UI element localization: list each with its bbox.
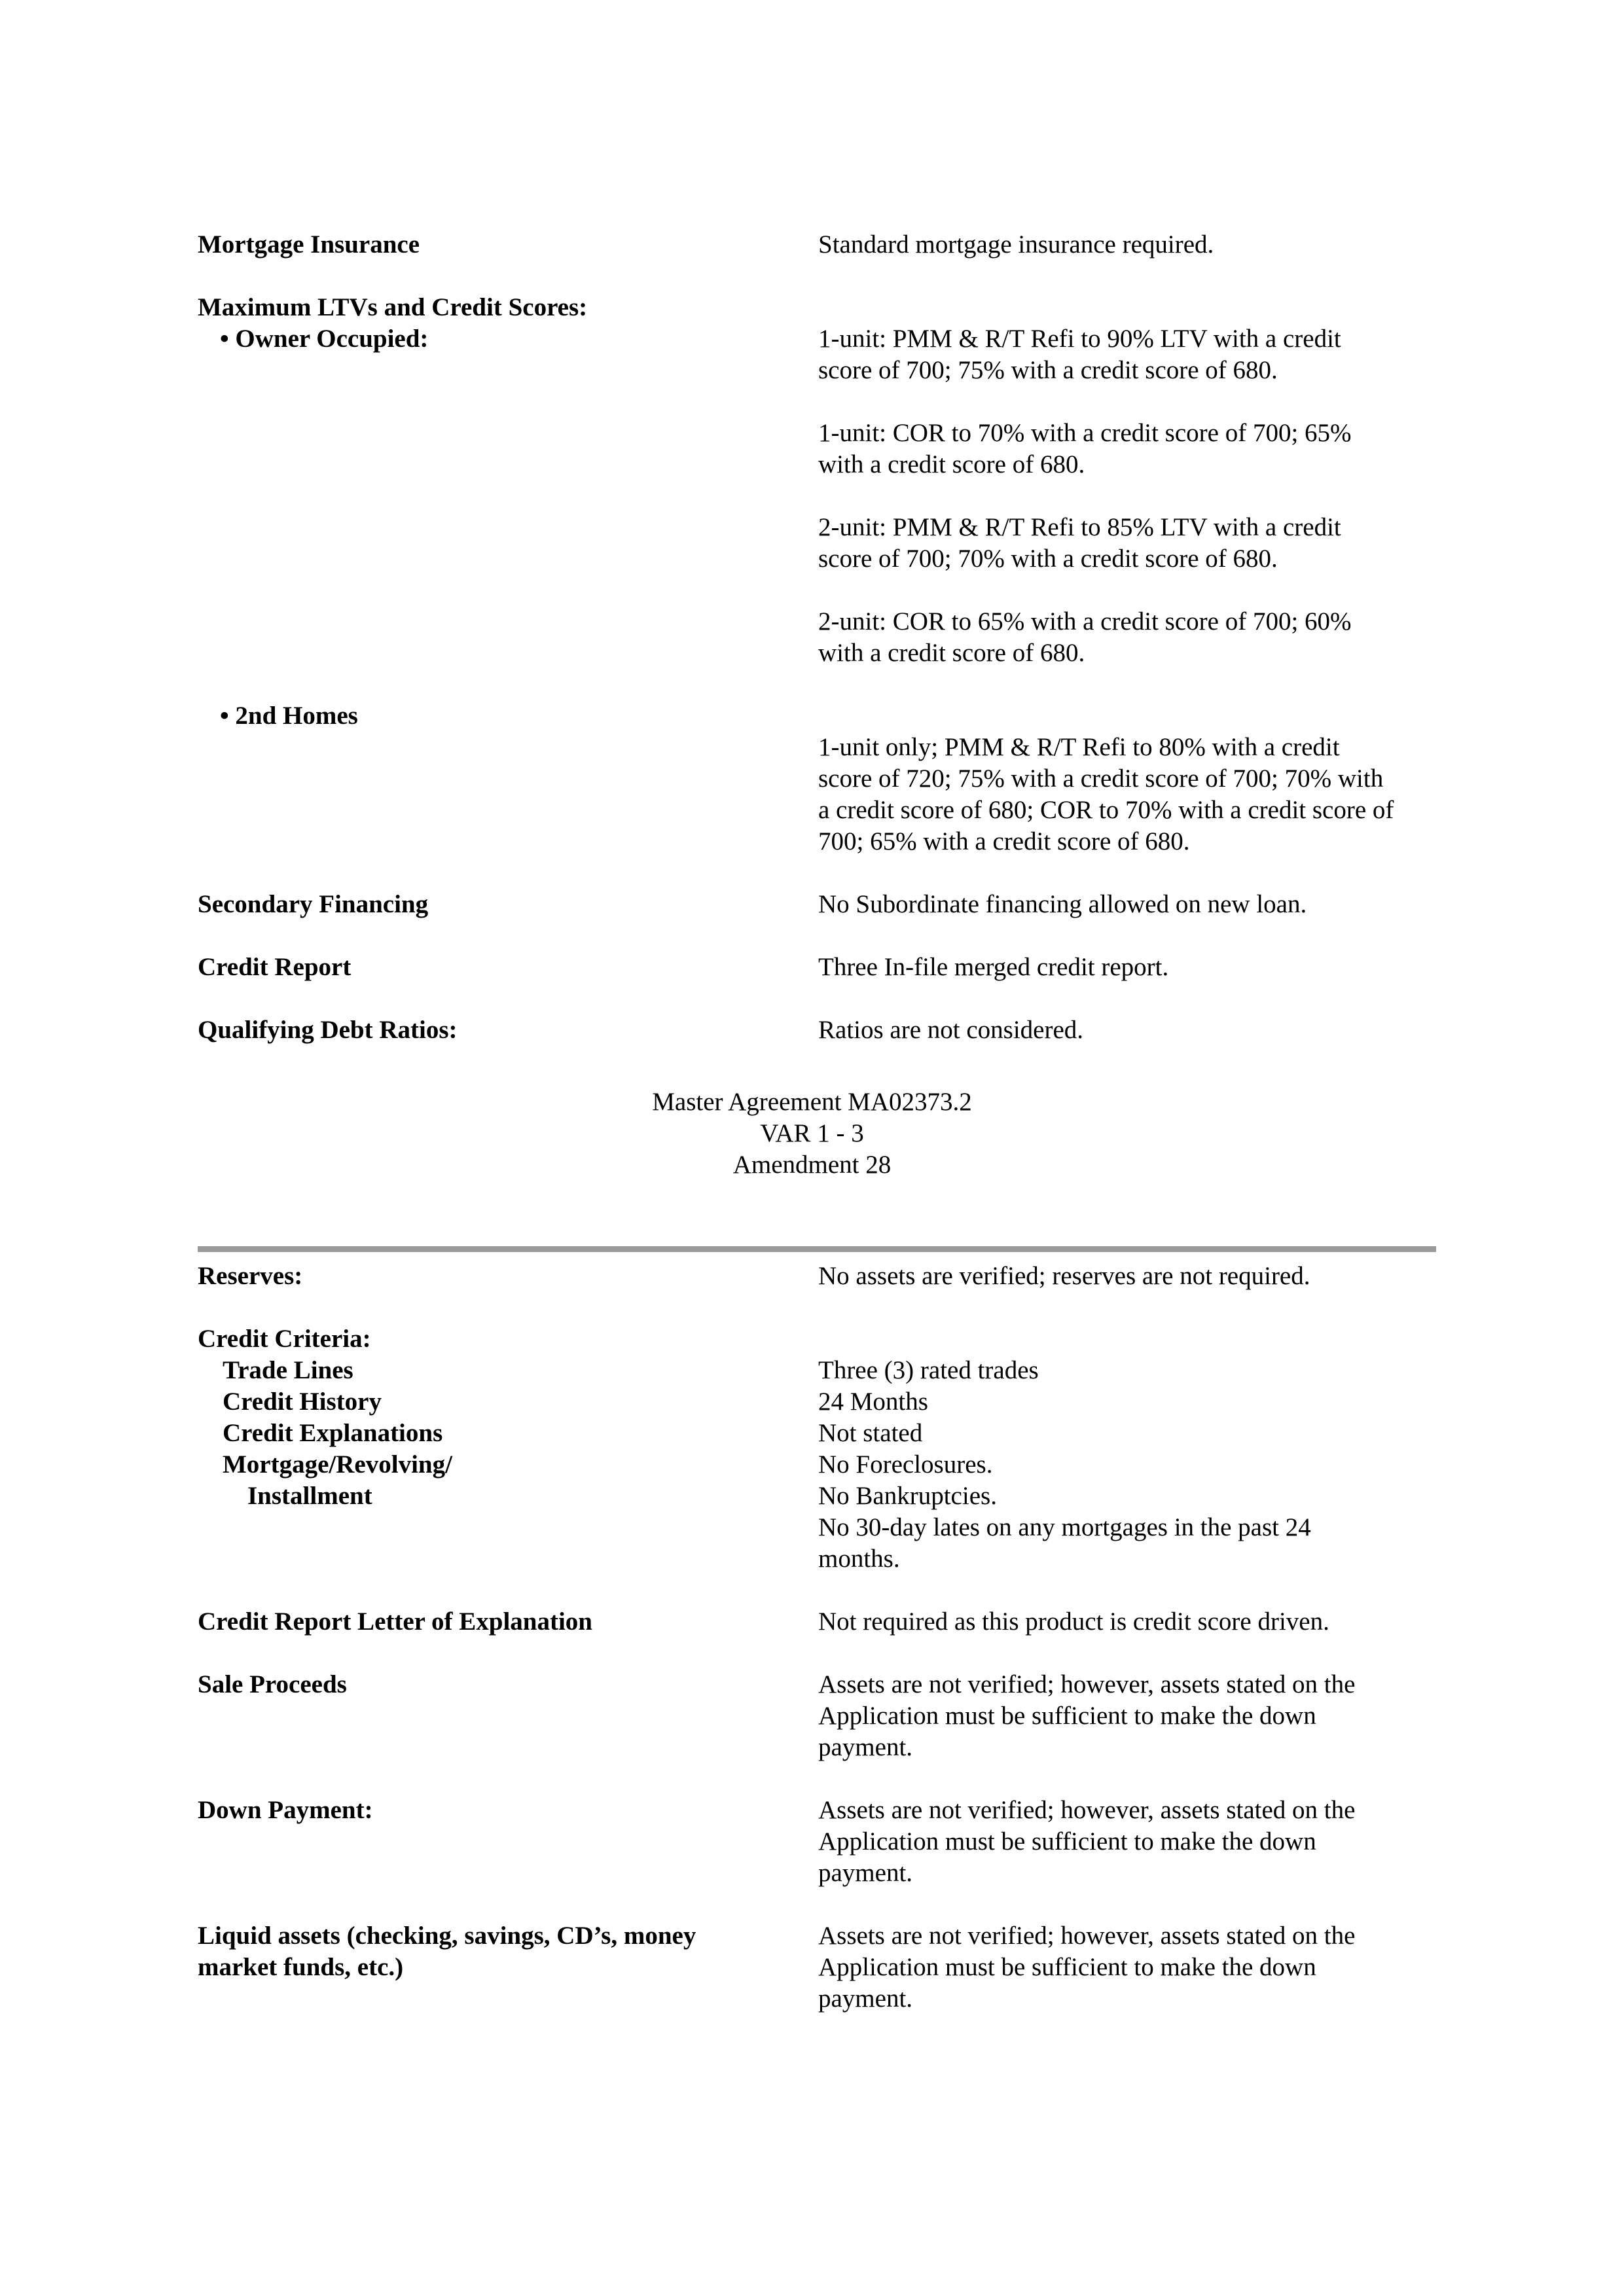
owner-occupied-p1-line2: score of 700; 75% with a credit score of 680.: [818, 356, 1278, 384]
second-homes-line4: 700; 65% with a credit score of 680.: [818, 827, 1190, 855]
credit-history-label: Credit History: [223, 1388, 382, 1416]
qualifying-debt-ratios-value: Ratios are not considered.: [818, 1016, 1084, 1044]
down-payment-label: Down Payment:: [198, 1796, 373, 1824]
down-payment-line2: Application must be sufficient to make the down: [818, 1827, 1316, 1856]
trade-lines-value: Three (3) rated trades: [818, 1356, 1039, 1384]
installment-label: Installment: [247, 1482, 372, 1510]
sale-proceeds-line3: payment.: [818, 1733, 913, 1761]
footer-agreement: Master Agreement MA02373.2: [652, 1088, 972, 1116]
liquid-assets-label-line1: Liquid assets (checking, savings, CD’s, money: [198, 1922, 696, 1950]
reserves-value: No assets are verified; reserves are not required.: [818, 1262, 1310, 1290]
reserves-label: Reserves:: [198, 1262, 303, 1290]
credit-explanations-label: Credit Explanations: [223, 1419, 443, 1447]
liquid-assets-label-line2: market funds, etc.): [198, 1953, 404, 1981]
owner-occupied-p2-line2: with a credit score of 680.: [818, 450, 1085, 478]
second-homes-line2: score of 720; 75% with a credit score of 700; 70% with: [818, 764, 1384, 793]
mortgage-revolving-value: No Foreclosures.: [818, 1450, 993, 1479]
secondary-financing-value: No Subordinate financing allowed on new loan.: [818, 890, 1307, 918]
liquid-assets-line3: payment.: [818, 1984, 913, 2013]
second-homes-line3: a credit score of 680; COR to 70% with a credit score of: [818, 796, 1394, 824]
qualifying-debt-ratios-label: Qualifying Debt Ratios:: [198, 1016, 458, 1044]
credit-report-label: Credit Report: [198, 953, 352, 981]
sale-proceeds-label: Sale Proceeds: [198, 1670, 347, 1698]
credit-explanations-value: Not stated: [818, 1419, 923, 1447]
mortgage-insurance-value: Standard mortgage insurance required.: [818, 230, 1214, 259]
owner-occupied-p3-line2: score of 700; 70% with a credit score of 680.: [818, 545, 1278, 573]
down-payment-line3: payment.: [818, 1859, 913, 1887]
lates-line2: months.: [818, 1545, 900, 1573]
trade-lines-label: Trade Lines: [223, 1356, 353, 1384]
mortgage-insurance-label: Mortgage Insurance: [198, 230, 420, 259]
sale-proceeds-line1: Assets are not verified; however, assets stated on the: [818, 1670, 1356, 1698]
credit-history-value: 24 Months: [818, 1388, 928, 1416]
credit-report-value: Three In-file merged credit report.: [818, 953, 1169, 981]
sale-proceeds-line2: Application must be sufficient to make the down: [818, 1702, 1316, 1730]
owner-occupied-label: • Owner Occupied:: [220, 325, 429, 353]
credit-report-loe-value: Not required as this product is credit score driven.: [818, 1607, 1329, 1636]
second-homes-line1: 1-unit only; PMM & R/T Refi to 80% with a credit: [818, 733, 1340, 761]
footer-var: VAR 1 - 3: [760, 1119, 864, 1147]
owner-occupied-p4-line2: with a credit score of 680.: [818, 639, 1085, 667]
liquid-assets-line2: Application must be sufficient to make the down: [818, 1953, 1316, 1981]
owner-occupied-p2-line1: 1-unit: COR to 70% with a credit score of 700; 65%: [818, 419, 1352, 447]
liquid-assets-line1: Assets are not verified; however, assets stated on the: [818, 1922, 1356, 1950]
page-footer: [0, 1086, 1624, 1181]
footer-amendment: Amendment 28: [732, 1151, 892, 1179]
owner-occupied-p4-line1: 2-unit: COR to 65% with a credit score of 700; 60%: [818, 607, 1352, 636]
lates-line1: No 30-day lates on any mortgages in the past 24: [818, 1513, 1311, 1541]
second-homes-label: • 2nd Homes: [220, 702, 358, 730]
owner-occupied-p1-line1: 1-unit: PMM & R/T Refi to 90% LTV with a credit: [818, 325, 1341, 353]
installment-value: No Bankruptcies.: [818, 1482, 997, 1510]
down-payment-line1: Assets are not verified; however, assets stated on the: [818, 1796, 1356, 1824]
max-ltv-heading: Maximum LTVs and Credit Scores:: [198, 293, 588, 321]
secondary-financing-label: Secondary Financing: [198, 890, 429, 918]
credit-report-loe-label: Credit Report Letter of Explanation: [198, 1607, 592, 1636]
credit-criteria-heading: Credit Criteria:: [198, 1325, 371, 1353]
mortgage-revolving-label: Mortgage/Revolving/: [223, 1450, 452, 1479]
page-divider: [198, 1246, 1436, 1252]
owner-occupied-p3-line1: 2-unit: PMM & R/T Refi to 85% LTV with a credit: [818, 513, 1341, 541]
